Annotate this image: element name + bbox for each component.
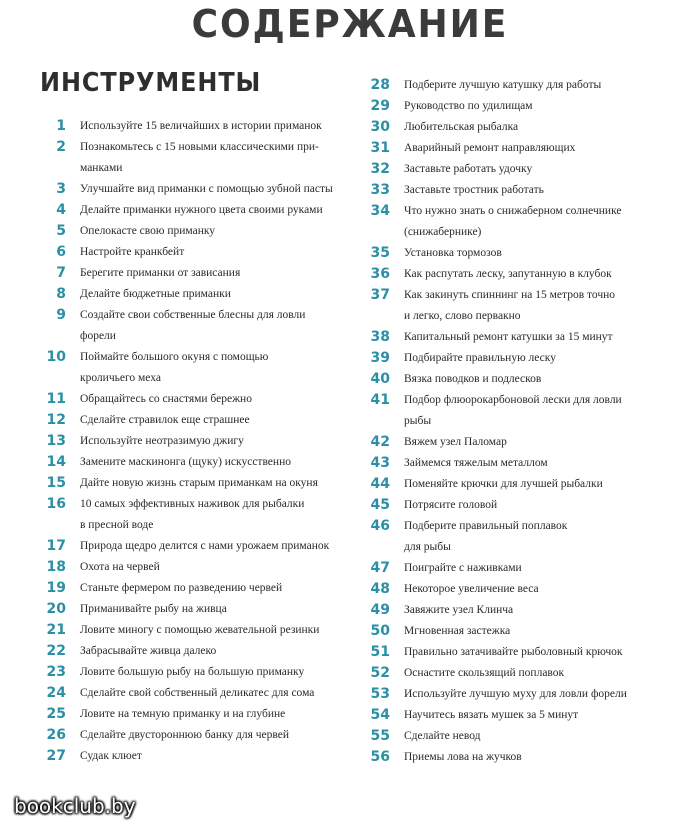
toc-item — [358, 705, 678, 726]
toc-item-title: Любительская рыбалка — [404, 121, 519, 133]
toc-item-title: Заставьте работать удочку — [404, 163, 533, 175]
toc-item-title: Познакомьтесь с 15 новыми классическими при- манками — [80, 141, 319, 174]
toc-item-title: Подберите правильный поплавок для рыбы — [404, 520, 568, 553]
toc-item — [358, 327, 678, 348]
toc-item-title: Как распутать леску, запутанную в клубок — [404, 268, 612, 280]
toc-item — [28, 242, 358, 263]
toc-item-title: Ловите на темную приманку и на глубине — [80, 708, 286, 720]
toc-item-number: 28 — [370, 77, 390, 93]
toc-item — [358, 75, 678, 96]
toc-item-number: 50 — [370, 623, 390, 639]
toc-item-number: 2 — [56, 139, 66, 155]
toc-item — [358, 96, 678, 117]
toc-item-number: 34 — [370, 203, 390, 219]
toc-item-number: 37 — [370, 287, 390, 303]
toc-item-number: 40 — [370, 371, 390, 387]
toc-item-number: 16 — [46, 496, 66, 512]
toc-item-title: Некоторое увеличение веса — [404, 583, 539, 595]
toc-item-number: 1 — [56, 118, 66, 134]
toc-item-number: 52 — [370, 665, 390, 681]
toc-item — [358, 726, 678, 747]
toc-item-number: 18 — [46, 559, 66, 575]
toc-item-title: Приманивайте рыбу на живца — [80, 603, 227, 615]
toc-item — [358, 474, 678, 495]
toc-item-number: 19 — [46, 580, 66, 596]
toc-item — [28, 662, 358, 683]
toc-item-title: Научитесь вязать мушек за 5 минут — [404, 709, 579, 721]
toc-item — [28, 284, 358, 305]
toc-item-title: Сделайте стравилок еще страшнее — [80, 414, 250, 426]
toc-item-number: 47 — [370, 560, 390, 576]
toc-item-number: 56 — [370, 749, 390, 765]
toc-item-number: 48 — [370, 581, 390, 597]
toc-item-number: 36 — [370, 266, 390, 282]
toc-item-number: 30 — [370, 119, 390, 135]
toc-item-title: Поймайте большого окуня с помощью кроличьего меха — [80, 351, 269, 384]
toc-item-number: 29 — [370, 98, 390, 114]
toc-item-title: Подбор флюорокарбоновой лески для ловли рыбы — [404, 394, 622, 427]
toc-item-title: Установка тормозов — [404, 247, 502, 259]
toc-item — [358, 642, 678, 663]
toc-item-title: Используйте неотразимую джигу — [80, 435, 244, 447]
toc-item — [28, 620, 358, 641]
toc-item-title: Правильно затачивайте рыболовный крючок — [404, 646, 623, 658]
toc-item-title: Вяжем узел Паломар — [404, 436, 507, 448]
toc-item-number: 38 — [370, 329, 390, 345]
toc-item-number: 5 — [56, 223, 66, 239]
toc-column-left — [28, 116, 358, 767]
toc-item-title: Как закинуть спиннинг на 15 метров точно и легко, слово первакно — [404, 289, 616, 322]
toc-item-title: Аварийный ремонт направляющих — [404, 142, 576, 154]
toc-item-title: Станьте фермером по разведению червей — [80, 582, 283, 594]
toc-item-title: Обращайтесь со снастями бережно — [80, 393, 252, 405]
toc-item-number: 7 — [56, 265, 66, 281]
toc-item-title: Делайте приманки нужного цвета своими руками — [80, 204, 323, 216]
toc-item — [28, 704, 358, 725]
toc-item-number: 24 — [46, 685, 66, 701]
toc-item-number: 33 — [370, 182, 390, 198]
toc-item-title: Капитальный ремонт катушки за 15 минут — [404, 331, 613, 343]
toc-item-title: 10 самых эффективных наживок для рыбалки в пресной воде — [80, 498, 305, 531]
toc-item-number: 39 — [370, 350, 390, 366]
toc-item — [358, 558, 678, 579]
toc-item-number: 32 — [370, 161, 390, 177]
toc-item-number: 41 — [370, 392, 390, 408]
toc-item-title: Что нужно знать о снижаберном солнечнике (снижабернике) — [404, 205, 622, 238]
toc-item-number: 49 — [370, 602, 390, 618]
toc-item-number: 45 — [370, 497, 390, 513]
toc-item-number: 9 — [56, 307, 66, 323]
toc-item — [28, 137, 358, 179]
toc-item — [28, 746, 358, 767]
toc-item-number: 31 — [370, 140, 390, 156]
toc-item-number: 4 — [56, 202, 66, 218]
toc-item-title: Поиграйте с наживками — [404, 562, 522, 574]
toc-item-number: 43 — [370, 455, 390, 471]
toc-item — [358, 201, 678, 243]
toc-item — [358, 138, 678, 159]
toc-item-number: 22 — [46, 643, 66, 659]
toc-item — [28, 410, 358, 431]
toc-item — [358, 285, 678, 327]
toc-item — [358, 516, 678, 558]
toc-item-title: Подберите лучшую катушку для работы — [404, 79, 602, 91]
toc-item-number: 55 — [370, 728, 390, 744]
page-title: СОДЕРЖАНИЕ — [191, 2, 509, 46]
toc-item-number: 44 — [370, 476, 390, 492]
toc-item-title: Потрясите головой — [404, 499, 498, 511]
toc-item — [28, 725, 358, 746]
toc-item — [28, 263, 358, 284]
toc-column-right — [358, 75, 678, 768]
toc-item-number: 42 — [370, 434, 390, 450]
toc-item-title: Вязка поводков и подлесков — [404, 373, 542, 385]
toc-item — [358, 495, 678, 516]
toc-item-number: 17 — [46, 538, 66, 554]
toc-item-number: 20 — [46, 601, 66, 617]
toc-item-number: 14 — [46, 454, 66, 470]
toc-item-number: 10 — [46, 349, 66, 365]
toc-item — [358, 747, 678, 768]
toc-item-title: Дайте новую жизнь старым приманкам на окуня — [80, 477, 318, 489]
toc-item-title: Руководство по удилищам — [404, 100, 533, 112]
toc-item-number: 3 — [56, 181, 66, 197]
toc-item-title: Судак клюет — [80, 750, 142, 762]
toc-item-number: 53 — [370, 686, 390, 702]
toc-item-number: 26 — [46, 727, 66, 743]
toc-item — [358, 579, 678, 600]
toc-item — [358, 159, 678, 180]
toc-item — [28, 179, 358, 200]
toc-item-number: 35 — [370, 245, 390, 261]
toc-item — [28, 347, 358, 389]
toc-item-title: Делайте бюджетные приманки — [80, 288, 231, 300]
watermark: bookclub.by — [14, 794, 136, 818]
toc-item-number: 11 — [46, 391, 66, 407]
toc-item — [28, 494, 358, 536]
toc-item-title: Сделайте двустороннюю банку для червей — [80, 729, 290, 741]
toc-item — [358, 600, 678, 621]
toc-item — [28, 578, 358, 599]
toc-item-number: 21 — [46, 622, 66, 638]
toc-item-number: 12 — [46, 412, 66, 428]
toc-item-number: 27 — [46, 748, 66, 764]
toc-item — [358, 369, 678, 390]
toc-item — [358, 621, 678, 642]
toc-item-number: 51 — [370, 644, 390, 660]
toc-item-title: Охота на червей — [80, 561, 160, 573]
toc-item — [28, 473, 358, 494]
toc-item — [28, 536, 358, 557]
toc-item-title: Оснастите скользящий поплавок — [404, 667, 565, 679]
toc-item — [28, 683, 358, 704]
toc-item-number: 54 — [370, 707, 390, 723]
toc-item-title: Используйте 15 величайших в истории приманок — [80, 120, 322, 132]
toc-item — [358, 180, 678, 201]
toc-item — [358, 663, 678, 684]
toc-item-title: Мгновенная застежка — [404, 625, 511, 637]
toc-item-number: 13 — [46, 433, 66, 449]
toc-item-title: Берегите приманки от зависания — [80, 267, 241, 279]
toc-item — [28, 389, 358, 410]
toc-item-title: Заставьте тростник работать — [404, 184, 544, 196]
toc-item-title: Займемся тяжелым металлом — [404, 457, 548, 469]
toc-item — [358, 264, 678, 285]
toc-item — [28, 116, 358, 137]
toc-item-title: Сделайте невод — [404, 730, 481, 742]
toc-item-title: Замените маскинонга (щуку) искусственно — [80, 456, 291, 468]
toc-item-title: Создайте свои собственные блесны для ловли форели — [80, 309, 306, 342]
toc-item-title: Ловите большую рыбу на большую приманку — [80, 666, 305, 678]
toc-item-title: Сделайте свой собственный деликатес для сома — [80, 687, 315, 699]
toc-item — [358, 432, 678, 453]
toc-item-number: 46 — [370, 518, 390, 534]
toc-item-number: 8 — [56, 286, 66, 302]
toc-item-title: Используйте лучшую муху для ловли форели — [404, 688, 627, 700]
toc-item — [358, 390, 678, 432]
toc-item-title: Приемы лова на жучков — [404, 751, 522, 763]
toc-item-number: 6 — [56, 244, 66, 260]
toc-item — [358, 243, 678, 264]
toc-item — [28, 599, 358, 620]
toc-item-title: Забрасывайте живца далеко — [80, 645, 217, 657]
toc-item-title: Природа щедро делится с нами урожаем приманок — [80, 540, 330, 552]
toc-item-title: Завяжите узел Клинча — [404, 604, 514, 616]
toc-item — [28, 200, 358, 221]
toc-item-number: 23 — [46, 664, 66, 680]
toc-item — [358, 684, 678, 705]
toc-item — [28, 641, 358, 662]
toc-item-title: Ловите миногу с помощью жевательной резинки — [80, 624, 320, 636]
section-title: ИНСТРУМЕНТЫ — [40, 68, 262, 98]
toc-item — [28, 305, 358, 347]
toc-item — [28, 221, 358, 242]
toc-item-title: Подбирайте правильную леску — [404, 352, 556, 364]
toc-item-title: Опелокасте свою приманку — [80, 225, 216, 237]
toc-item — [358, 117, 678, 138]
toc-item — [28, 452, 358, 473]
toc-item-title: Настройте кранкбейт — [80, 246, 185, 258]
toc-item — [28, 557, 358, 578]
toc-item-title: Поменяйте крючки для лучшей рыбалки — [404, 478, 603, 490]
toc-item — [358, 348, 678, 369]
toc-item-title: Улучшайте вид приманки с помощью зубной пасты — [80, 183, 333, 195]
toc-item-number: 15 — [46, 475, 66, 491]
toc-item — [28, 431, 358, 452]
toc-item — [358, 453, 678, 474]
toc-item-number: 25 — [46, 706, 66, 722]
